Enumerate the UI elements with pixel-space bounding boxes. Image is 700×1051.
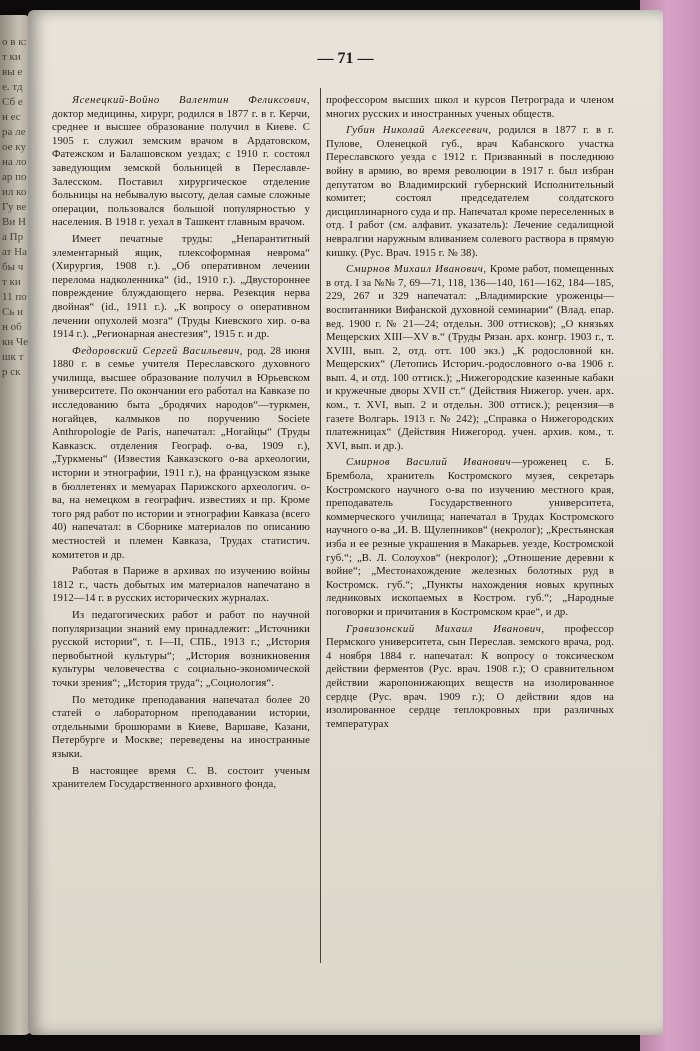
page-number: — 71 — (317, 50, 374, 67)
entry-text: Кроме работ, помещенных в отд. I за №№ 7, 69—71, 118, 136—140, 161—162, 184—185, 229, 267 и 329 напечатал: „Владимирские уроженцы—воспитанники Вифанской духовной семинарии“ (Влад. епар. вед. 1900 г. № 21—24; отдельн. 300 оттисков); „О князьях Мещерских XIII—XV в.“ (Труды Рязан. арх. конгр. 1903 г., т. XVIII, вып. 2, отд. отт. 100 экз.) „К родословной кн. Мещерских“ (Летопись Историч.-родословного о-ва 1906 г. вып. 4, и отд. 100 оттиск.); „Нижегородские казенные кабаки и кружечные дворы XVII ст.“ (Действия Нижегор. учен. арх. ком., т. XVI, вып. 2 и отдельн. 300 оттиск.); рецензия—в газете Волгарь. 1913 г. № 242); „Справка о Нижегородских платежницах“ (Действия Нижегород. учен. архив. ком., т. XVI, вып. и др.). (326, 263, 614, 452)
entry-paragraph: Работая в Париже в архивах по изучению войны 1812 г., часть добытых им материалов напечатано в 1912—14 г. в русских исторических журналах. (52, 565, 310, 605)
entry-paragraph (326, 263, 614, 453)
entry-name: Губин Николай Алексеевич, (346, 124, 492, 137)
entry-gubin (326, 124, 614, 260)
entry-smirnov-vasily (326, 456, 614, 619)
entry-paragraph (52, 345, 310, 563)
continuation-text: профессором высших школ и курсов Петрограда и членом многих русских и иностранных ученых обществ. (326, 94, 614, 120)
entry-smirnov-mikhail (326, 263, 614, 453)
entry-yasenetsky (52, 94, 310, 342)
entry-paragraph (326, 456, 614, 619)
entry-text: профессор Пермского университета, сын Переслав. земского врача, род. 4 ноября 1884 г. напечатал: К вопросу о токсическом действии ферментов (Рус. врач. 1908 г.); О сравнительном действии жаропонижающих веществ на изолированное сердце (Рус. врач. 1909 г.); О действии ядов на изолированное сердце теплокровных при различных температурах (326, 622, 614, 730)
entry-text: —уроженец с. Б. Брембола, хранитель Костромского музея, секретарь Костромского научного о-ва по изучению местного края, преподаватель Государственного университета, коммерческого училища; напечатал в Трудах Костромского научного о-ва „И. В. Щулепников“ (некролог); „Крестьянская изба и ее резные украшения в Макарьев. уезде, Костромской губ.“; „В. Л. Солоухов“ (некролог); „Отношение деревни к войне“; „Местонахождение железных болотных руд в Костромск. губ.“; „Пункты нахождения новых крупных ледниковых ископаемых в Костром. губ.“; „Народные поговорки и причитания в Костромском крае“, и др. (326, 456, 614, 618)
entry-paragraph: Имеет печатные труды: „Непарантитный элементарный ящик, плексоформная неврома“ (Хирургия, 1908 г.). „Об оперативном лечении перелома надколенника“ (id., 1910 г.). „Двустороннее повреждение блуждающего нерва. Резекция нерва двойная“ (id., 1911 г.). „К вопросу о оперативном лечении опухолей мозга“ (Труды Киевского хир. о-ва 1914 г.). „Регионарная анестезия“, 1915 г. и др. (52, 232, 310, 341)
entry-name: Смирнов Михаил Иванович, (346, 263, 487, 276)
entry-gravizonsky (326, 623, 614, 732)
left-column (52, 94, 310, 795)
entry-name: Федоровский Сергей Васильевич, (72, 344, 244, 357)
entry-text: род. 28 июня 1880 г. в семье учителя Переславского духовного училища, высшее образование получил в Юрьевском университете. По окончании его работал на Кавказе по исследованию быта „бродячих народов“—туркмен, ногайцев, калмыков по поручению Societe Anthropologie de Paris, напечатал: „Ногайцы“ (Труды Кавказск. отделения Географ. о-ва, 1909 г.), „Туркмены“ (Известия Кавказского о-ва археологии, истории и этнографии, 1911 г.), на французском языке в бюллетенях и мемуарах Парижского археологич. о-ва, на немецком в географич. известиях и пр. Кроме того ряд работ по истории и этнографии Кавказа (всего 40) напечатал: в Сборнике материалов по описанию местностей и племен Кавказа, Трудах статистич. комитетов и др. (52, 344, 310, 561)
entry-text: родился в 1877 г. в г. Пулове, Оленецкой губ., врач Кабанского участка Переславского уезда с 1912 г. Призванный в последнюю войну в армию, во время революции в 1917 г. был избран депутатом во Владимирский губернский Исполнительный комитет; состоял председателем солдатского дисциплинарного суда и пр. Напечатал кроме переселенных в отд. I работ (см. алфавит. указатель): Лечение седалищной невралгии наружным вливанием солевого раствора в прямую кишку. (Рус. Врач. 1915 г. № 38). (326, 124, 614, 259)
right-column (326, 94, 614, 734)
entry-paragraph (52, 94, 310, 230)
entry-name: Смирнов Василий Иванович (346, 456, 512, 469)
entry-name: Ясенецкий-Войно Валентин Феликсович, (72, 94, 310, 106)
previous-page-text: о в к: т ки вы ее. тд Сб ен ес ра ле ое ку на ло ар по ил ко Гу ве Ви На Пр ат На бы чт ки 11 по Сь ин об кн Че шк тр ск (2, 36, 29, 378)
entry-name: Гравизонский Михаил Иванович, (346, 622, 545, 635)
entry-paragraph (326, 623, 614, 732)
entry-text: доктор медицины, хирург, родился в 1877 г. в г. Керчи, среднее и высшее образование получил в Киеве. С 1905 г. служил земским врачом в Ардатовском, Фатежском и Балашовском уездах; с 1910 г. состоял заведующим земской больницей в Переславле-Залесском. Поставил хирургическое отделение больницы на небывалую высоту, делая самые сложные операции, пользовался большой популярностью у населения. В 1918 г. уехал в Ташкент главным врачом. (52, 107, 310, 229)
entry-paragraph: В настоящее время С. В. состоит ученым хранителем Государственного архивного фонда, (52, 764, 310, 791)
entry-paragraph: Из педагогических работ и работ по научной популяризации знаний ему принадлежит: „Источники русской истории“, т. I—II, СПБ., 1913 г.; „История первобытной культуры“; „История возникновения культуры человечества с социально-экономической точки зрения“; „История труда“; „Социология“. (52, 608, 310, 689)
entry-paragraph (326, 124, 614, 260)
entry-fedorovsky (52, 345, 310, 792)
column-divider (320, 88, 321, 963)
entry-paragraph: По методике преподавания напечатал более 20 статей о лабораторном преподавании истории, отдельными брошюрами в Киеве, Варшаве, Казани, Петербурге и Москве; переведены на иностранные языки. (52, 693, 310, 760)
book-page (28, 10, 663, 1035)
